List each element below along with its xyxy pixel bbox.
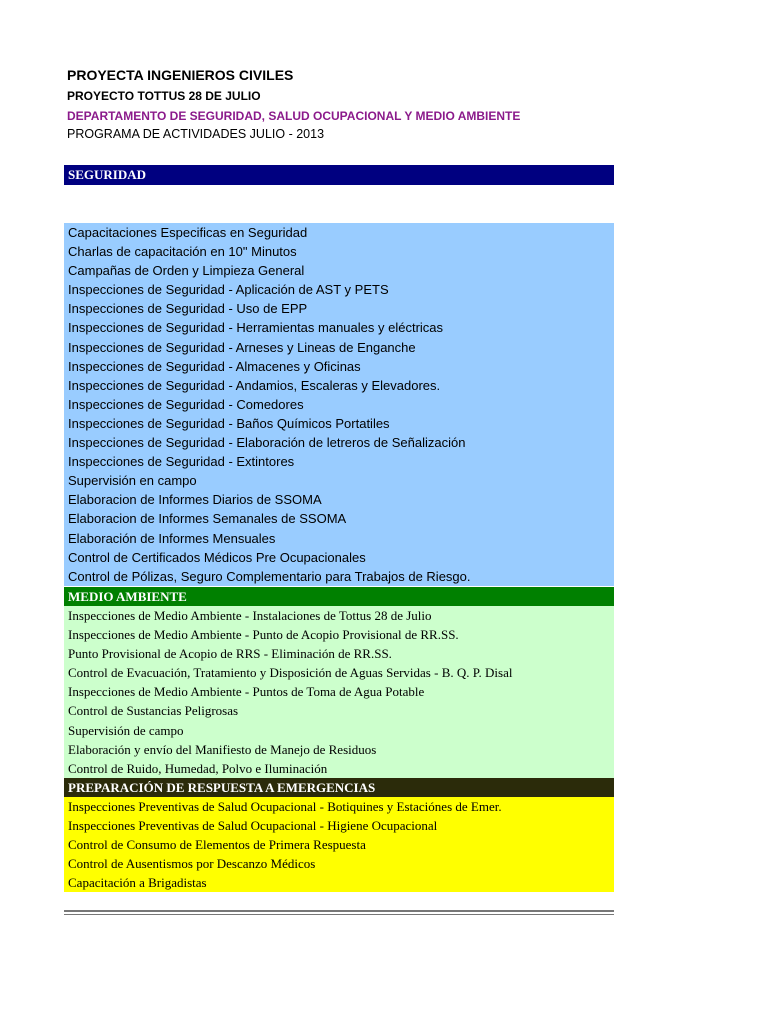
seguridad-item: Inspecciones de Seguridad - Arneses y Lineas de Enganche [68, 339, 416, 355]
project-name: PROYECTO TOTTUS 28 DE JULIO [67, 89, 261, 103]
medio-ambiente-item: Control de Evacuación, Tratamiento y Disposición de Aguas Servidas - B. Q. P. Disal [68, 665, 513, 681]
section-header-preparacion: PREPARACIÓN DE RESPUESTA A EMERGENCIAS [64, 778, 614, 798]
seguridad-item: Inspecciones de Seguridad - Comedores [68, 396, 304, 412]
seguridad-item: Elaboracion de Informes Semanales de SSOMA [68, 511, 347, 527]
department-name: DEPARTAMENTO DE SEGURIDAD, SALUD OCUPACIONAL Y MEDIO AMBIENTE [67, 109, 521, 123]
seguridad-item: Charlas de capacitación en 10" Minutos [68, 244, 297, 260]
medio-ambiente-item: Inspecciones de Medio Ambiente - Puntos de Toma de Agua Potable [68, 684, 425, 700]
preparacion-item: Inspecciones Preventivas de Salud Ocupacional - Higiene Ocupacional [68, 818, 438, 834]
preparacion-item: Control de Consumo de Elementos de Primera Respuesta [68, 837, 366, 853]
seguridad-item: Elaboración de Informes Mensuales [68, 530, 276, 546]
bottom-rule-thin [64, 914, 614, 915]
seguridad-item: Capacitaciones Especificas en Seguridad [68, 225, 308, 240]
seguridad-item: Inspecciones de Seguridad - Elaboración de letreros de Señalización [68, 435, 466, 451]
seguridad-item: Control de Pólizas, Seguro Complementario para Trabajos de Riesgo. [68, 568, 471, 584]
medio-ambiente-list [64, 606, 614, 778]
seguridad-list [64, 223, 614, 586]
medio-ambiente-item: Control de Ruido, Humedad, Polvo e Iluminación [68, 760, 328, 776]
seguridad-item: Control de Certificados Médicos Pre Ocupacionales [68, 549, 366, 565]
seguridad-item: Campañas de Orden y Limpieza General [68, 263, 305, 279]
company-name: PROYECTA INGENIEROS CIVILES [67, 67, 294, 83]
seguridad-item: Inspecciones de Seguridad - Almacenes y Oficinas [68, 358, 361, 374]
preparacion-item: Inspecciones Preventivas de Salud Ocupacional - Botiquines y Estaciónes de Emer. [68, 799, 502, 814]
seguridad-item: Inspecciones de Seguridad - Aplicación de AST y PETS [68, 282, 389, 298]
seguridad-item: Inspecciones de Seguridad - Baños Químicos Portatiles [68, 415, 390, 431]
medio-ambiente-item: Supervisión de campo [68, 722, 184, 738]
preparacion-list [64, 797, 614, 892]
seguridad-item: Inspecciones de Seguridad - Uso de EPP [68, 301, 308, 317]
preparacion-item: Capacitación a Brigadistas [68, 875, 207, 891]
seguridad-item: Elaboracion de Informes Diarios de SSOMA [68, 492, 322, 508]
program-title: PROGRAMA DE ACTIVIDADES JULIO - 2013 [67, 127, 325, 141]
medio-ambiente-item: Punto Provisional de Acopio de RRS - Eliminación de RR.SS. [68, 646, 392, 662]
seguridad-item: Inspecciones de Seguridad - Herramientas manuales y eléctricas [68, 320, 444, 336]
medio-ambiente-item: Inspecciones de Medio Ambiente - Punto de Acopio Provisional de RR.SS. [68, 627, 459, 643]
seguridad-item: Inspecciones de Seguridad - Andamios, Escaleras y Elevadores. [68, 377, 441, 393]
seguridad-item: Supervisión en campo [68, 473, 197, 489]
section-header-seguridad: SEGURIDAD [64, 165, 614, 185]
medio-ambiente-item: Elaboración y envío del Manifiesto de Manejo de Residuos [68, 741, 377, 757]
seguridad-item: Inspecciones de Seguridad - Extintores [68, 454, 295, 470]
bottom-rule [64, 910, 614, 912]
medio-ambiente-item: Inspecciones de Medio Ambiente - Instalaciones de Tottus 28 de Julio [68, 608, 432, 623]
preparacion-item: Control de Ausentismos por Descanzo Médicos [68, 856, 316, 872]
section-header-medio-ambiente: MEDIO AMBIENTE [64, 587, 614, 607]
medio-ambiente-item: Control de Sustancias Peligrosas [68, 703, 239, 719]
